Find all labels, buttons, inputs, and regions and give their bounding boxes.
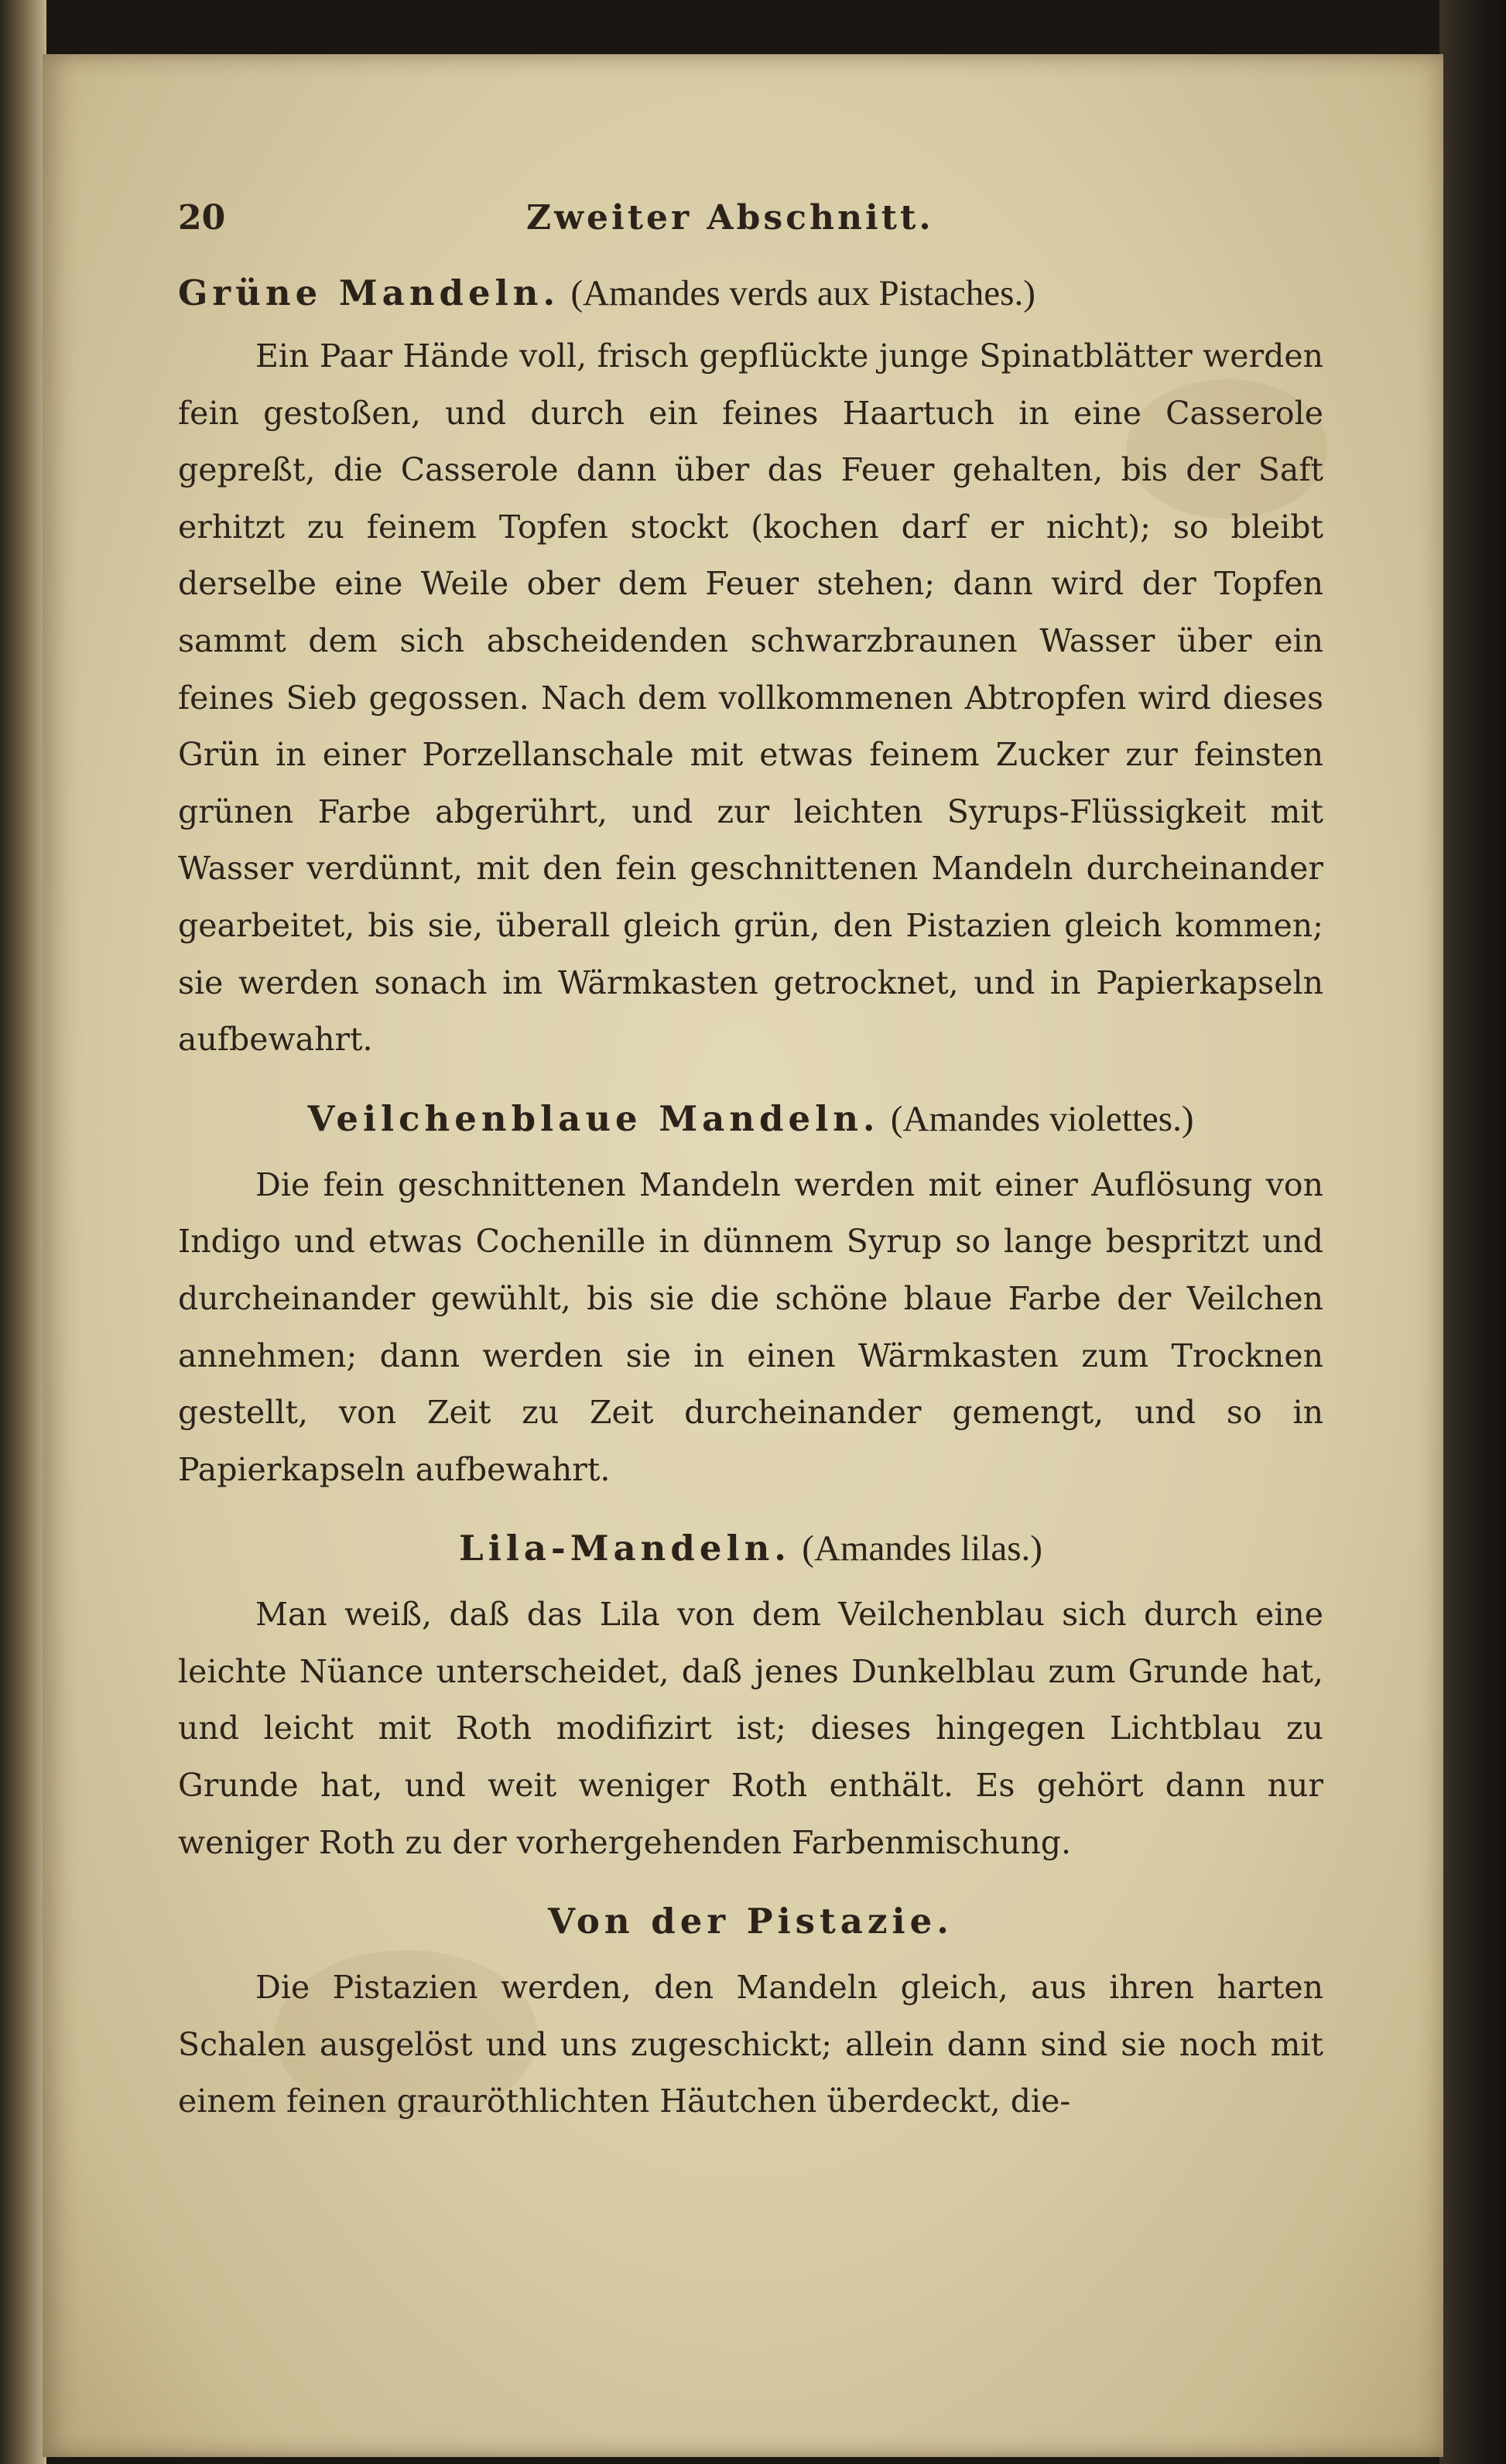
section-body: Ein Paar Hände voll, frisch gepflückte junge Spinatblätter werden fein gestoßen, und durch ein feines Haartuch in eine Casserole gepreßt, die Casserole dann über das Feuer gehalten, bis der Saft erhitzt zu feinem Topfen stockt (kochen darf er nicht); so bleibt derselbe eine Weile ober dem Feuer stehen; dann wird der Topfen sammt dem sich abscheidenden schwarzbraunen Wasser über ein feines Sieb gegossen. Nach dem vollkommenen Abtropfen wird dieses Grün in einer Porzellanschale mit etwas feinem Zucker zur feinsten grünen Farbe abgerührt, und zur leichten Syrups-Flüssigkeit mit Wasser verdünnt, mit den fein geschnittenen Mandeln durcheinander gearbeitet, bis sie, überall gleich grün, den Pistazien gleich kommen; sie werden sonach im Wärmkasten getrocknet, und in Papierkapseln aufbewahrt. bbox=[178, 337, 1323, 1059]
heading-french: (Amandes verds aux Pistaches.) bbox=[570, 273, 1035, 313]
section-lilac-almonds bbox=[178, 1525, 1323, 1871]
page-number: 20 bbox=[178, 198, 226, 238]
page-gutter-edge bbox=[0, 0, 46, 2464]
section-heading bbox=[178, 269, 1323, 317]
heading-german: Veilchenblaue Mandeln. bbox=[307, 1097, 880, 1139]
section-green-almonds bbox=[178, 269, 1323, 1069]
section-pistachio bbox=[178, 1898, 1323, 2130]
section-heading bbox=[178, 1095, 1323, 1143]
section-heading bbox=[178, 1898, 1323, 1946]
running-head-title: Zweiter Abschnitt. bbox=[526, 198, 934, 238]
heading-german: Lila-Mandeln. bbox=[459, 1528, 791, 1569]
heading-german: Grüne Mandeln. bbox=[178, 272, 560, 313]
heading-french: (Amandes lilas.) bbox=[802, 1528, 1042, 1569]
book-cover-edge bbox=[1439, 0, 1506, 2464]
heading-french: (Amandes violettes.) bbox=[890, 1098, 1194, 1139]
heading-german: Von der Pistazie. bbox=[548, 1901, 953, 1942]
section-body: Man weiß, daß das Lila von dem Veilchenblau sich durch eine leichte Nüance unterscheidet, daß jenes Dunkelblau zum Grunde hat, und leicht mit Roth modifizirt ist; dieses hingegen Lichtblau zu Grunde hat, und weit weniger Roth enthält. Es gehört dann nur weniger Roth zu der vorhergehenden Farbenmischung. bbox=[178, 1596, 1323, 1861]
running-head bbox=[178, 193, 1323, 248]
section-body: Die Pistazien werden, den Mandeln gleich, aus ihren harten Schalen ausgelöst und uns zugeschickt; allein dann sind sie noch mit einem feinen grauröthlichten Häutchen überdeckt, die- bbox=[178, 1969, 1323, 2120]
page-text bbox=[178, 193, 1323, 2130]
section-heading bbox=[178, 1525, 1323, 1573]
section-body: Die fein geschnittenen Mandeln werden mit einer Auflösung von Indigo und etwas Cochenille in dünnem Syrup so lange bespritzt und durcheinander gewühlt, bis sie die schöne blaue Farbe der Veilchen annehmen; dann werden sie in einen Wärmkasten zum Trocknen gestellt, von Zeit zu Zeit durcheinander gemengt, und so in Papierkapseln aufbewahrt. bbox=[178, 1165, 1323, 1488]
section-violet-almonds bbox=[178, 1095, 1323, 1499]
